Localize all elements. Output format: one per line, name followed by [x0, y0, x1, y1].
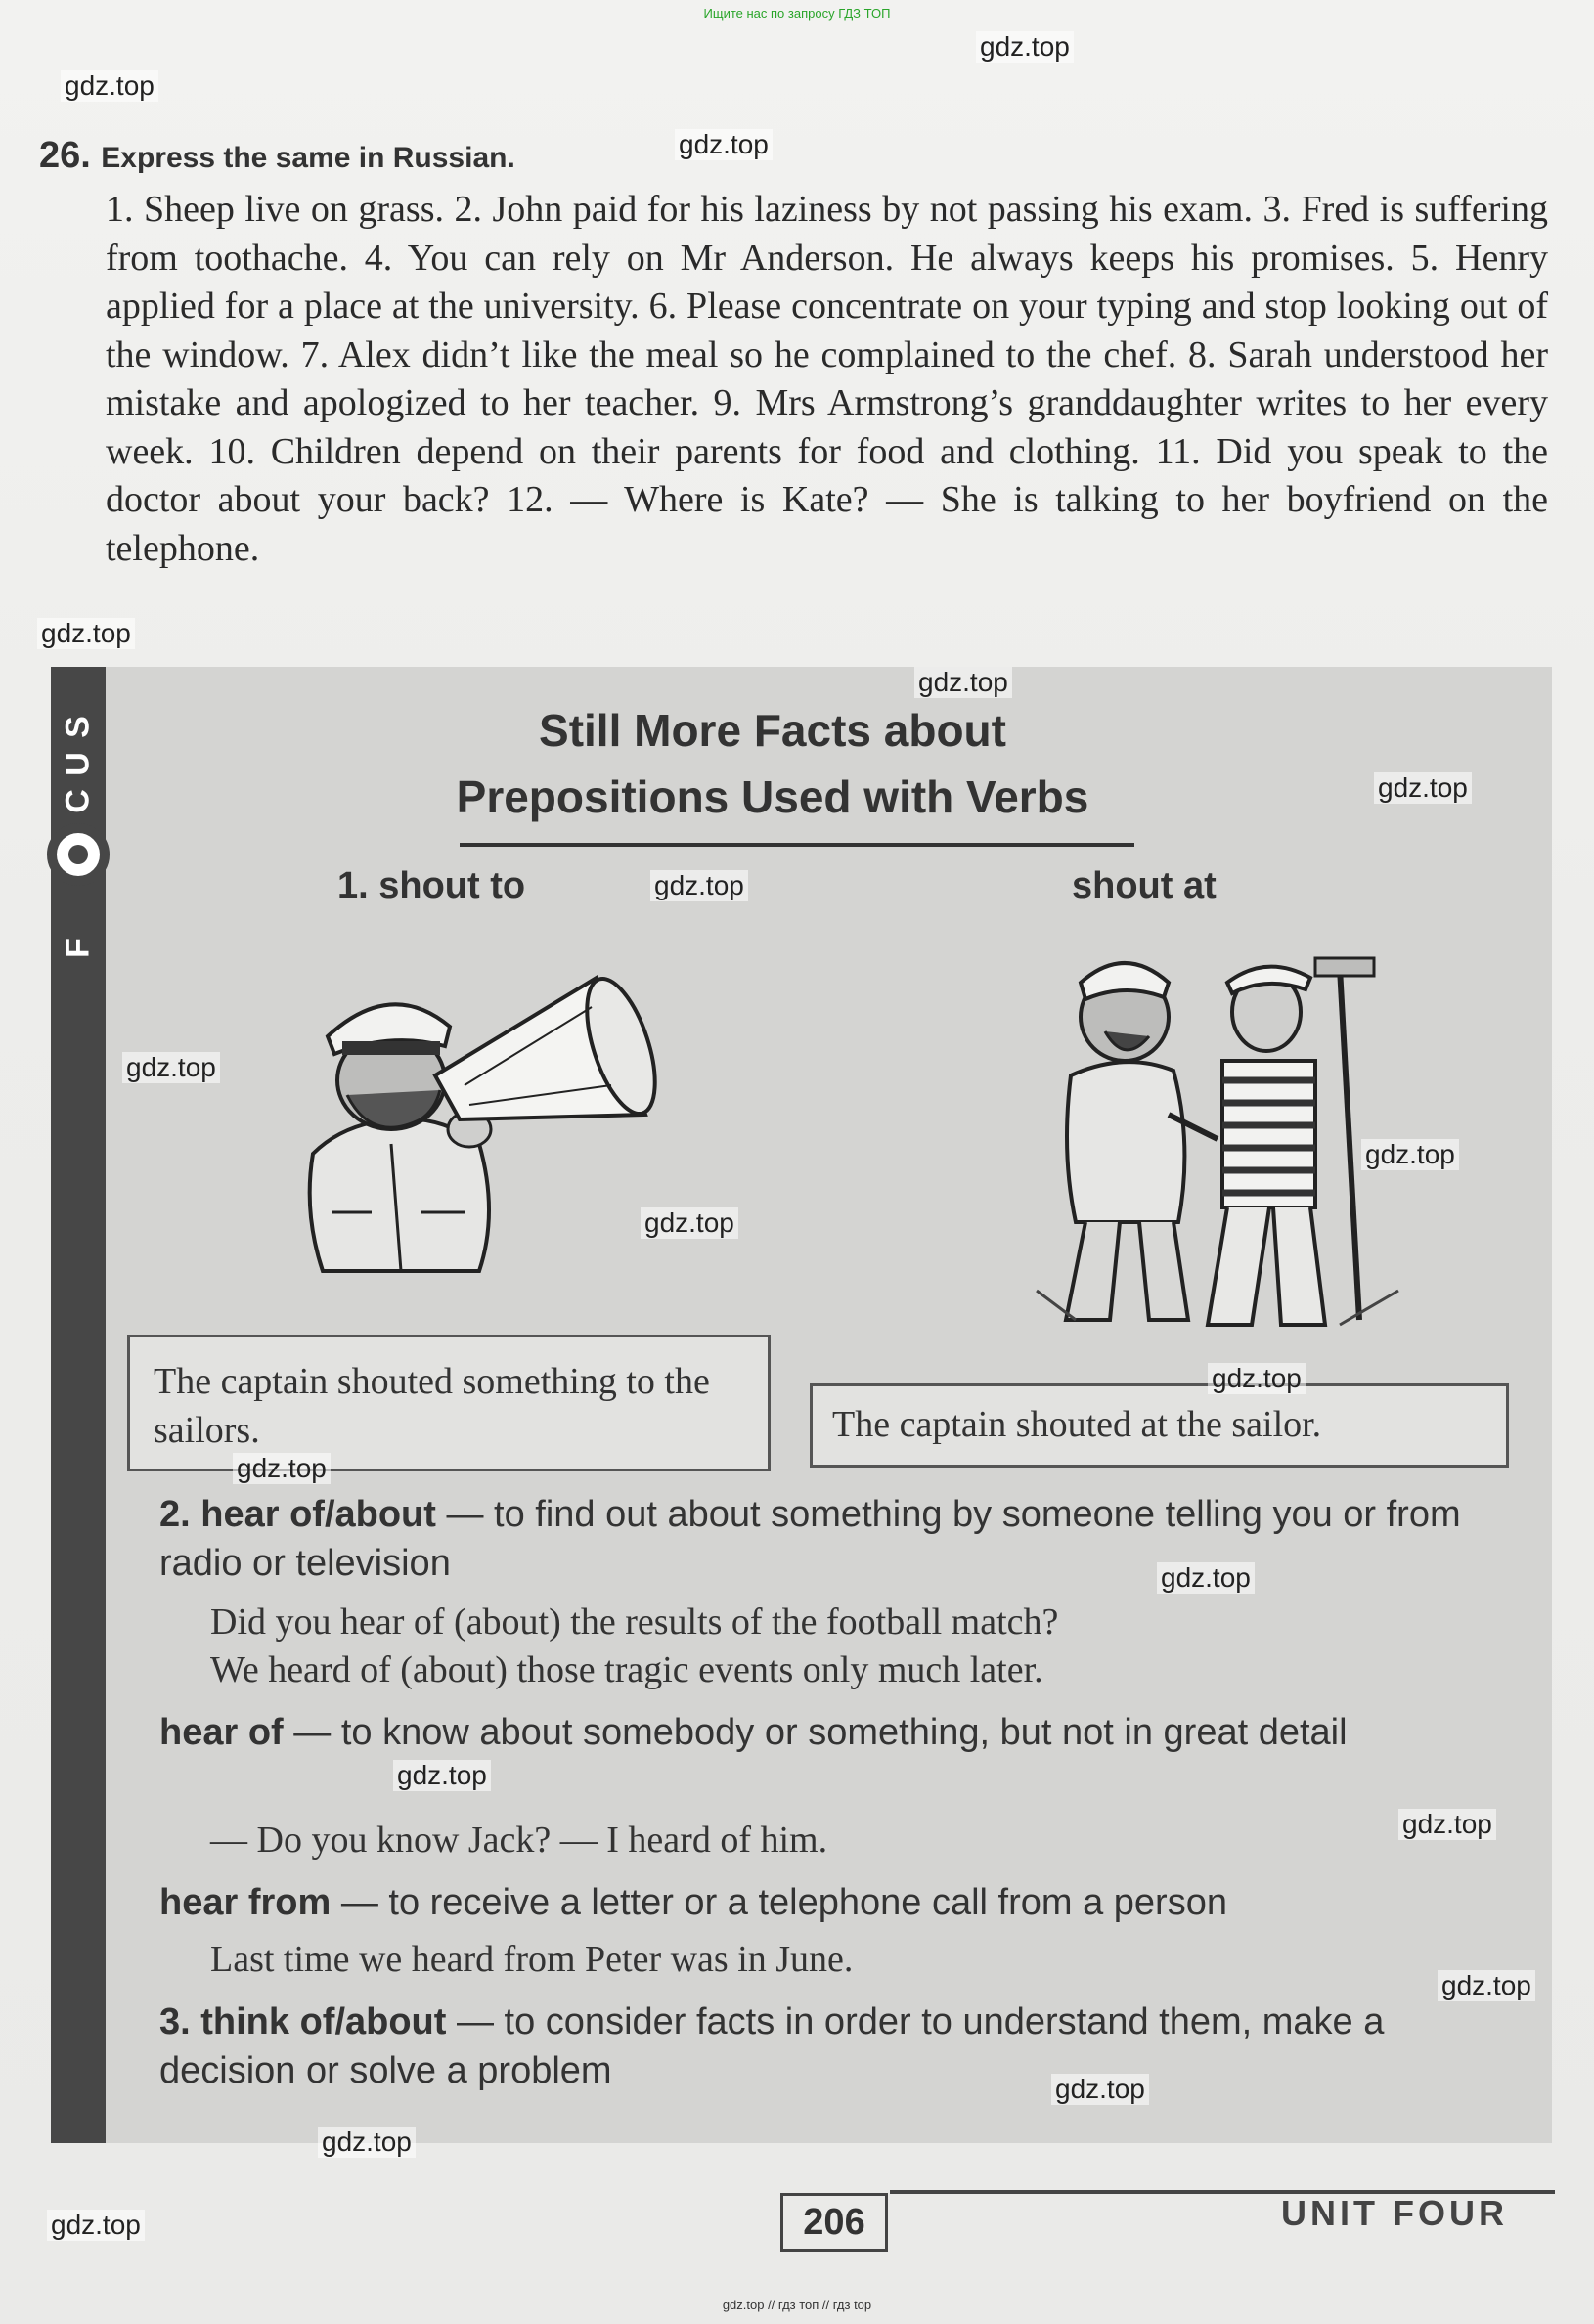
watermark[interactable]: gdz.top	[675, 129, 773, 160]
captain-sailor-illustration	[1017, 929, 1408, 1339]
watermark[interactable]: gdz.top	[1361, 1139, 1459, 1170]
term-hear-from: hear from	[159, 1882, 332, 1923]
focus-title-line1: Still More Facts about	[539, 705, 1006, 756]
watermark[interactable]: gdz.top	[47, 2210, 145, 2241]
caption-shout-to-text: The captain shouted something to the sailors.	[154, 1361, 710, 1451]
exercise-text	[106, 186, 1548, 573]
definition-hear-of: — to know about somebody or something, but not in great detail	[283, 1712, 1348, 1753]
focus-title-line2: Prepositions Used with Verbs	[456, 771, 1089, 822]
section-hear-of	[159, 1708, 1499, 1757]
section-hear-from	[159, 1878, 1499, 1927]
focus-label-u: U	[59, 752, 97, 776]
example-hear-from: Last time we heard from Peter was in June.	[210, 1939, 854, 1980]
definition-think-of-about: — to consider facts in order to understand them, make a decision or solve a problem	[159, 2001, 1385, 2091]
bottom-banner[interactable]: gdz.top // гдз топ // гдз top	[722, 2298, 872, 2312]
top-banner[interactable]: Ищите нас по запросу ГДЗ ТОП	[703, 6, 891, 21]
section-hear-of-about	[159, 1490, 1499, 1588]
example-hear-1: Did you hear of (about) the results of the football match?	[210, 1601, 1059, 1643]
focus-sidebar	[51, 667, 106, 2143]
focus-logo-icon	[47, 823, 110, 886]
caption-shout-at-text: The captain shouted at the sailor.	[832, 1404, 1322, 1445]
watermark[interactable]: gdz.top	[914, 667, 1012, 698]
heading-shout-to: 1. shout to	[337, 865, 526, 906]
watermark[interactable]: gdz.top	[641, 1207, 738, 1239]
definition-hear-of-about: — to find out about something by someone telling you or from radio or television	[159, 1494, 1461, 1584]
section-think-of-about	[159, 1997, 1499, 2095]
term-hear-of: hear of	[159, 1712, 284, 1753]
captain-megaphone-illustration	[274, 919, 685, 1300]
watermark[interactable]: gdz.top	[1208, 1363, 1306, 1394]
example-hear-2: We heard of (about) those tragic events only much later.	[210, 1649, 1043, 1690]
exercise-sentences: 1. Sheep live on grass. 2. John paid for his laziness by not passing his exam. 3. Fred is suffering from toothache. 4. You can rely on Mr Anderson. He always keeps his promises. 5. Henry applied for a place at the university. 6. Please concentrate on your typing and stop looking out of the window. 7. Alex didn’t like the meal so he complained to the chef. 8. Sarah understood her mistake and apologized to her teacher. 9. Mrs Armstrong’s granddaughter writes to her every week. 10. Children depend on their parents for food and clothing. 11. Did you speak to the doctor about your back? 12. — Where is Kate? — She is talking to her boyfriend on the telephone.	[106, 189, 1548, 569]
caption-shout-at	[810, 1383, 1509, 1468]
term-think-of-about: 3. think of/about	[159, 2001, 447, 2042]
exercise-instruction: Express the same in Russian.	[101, 142, 515, 174]
watermark[interactable]: gdz.top	[1374, 772, 1472, 804]
watermark[interactable]: gdz.top	[233, 1453, 331, 1484]
focus-label-s: S	[59, 716, 97, 738]
watermark[interactable]: gdz.top	[976, 31, 1074, 63]
focus-label-f: F	[59, 938, 97, 958]
exercise-heading	[39, 135, 515, 177]
exercise-number: 26.	[39, 135, 91, 176]
heading-shout-at: shout at	[1072, 865, 1217, 906]
page-number: 206	[780, 2193, 888, 2252]
example-hear-of: — Do you know Jack? — I heard of him.	[210, 1820, 828, 1861]
watermark[interactable]: gdz.top	[650, 870, 748, 901]
caption-shout-to	[127, 1335, 771, 1471]
watermark[interactable]: gdz.top	[393, 1760, 491, 1791]
watermark[interactable]: gdz.top	[61, 70, 158, 102]
term-hear-of-about: 2. hear of/about	[159, 1494, 436, 1535]
watermark[interactable]: gdz.top	[122, 1052, 220, 1083]
focus-label-c: C	[59, 789, 97, 813]
watermark[interactable]: gdz.top	[1438, 1970, 1535, 2001]
definition-hear-from: — to receive a letter or a telephone call from a person	[331, 1882, 1227, 1923]
watermark[interactable]: gdz.top	[37, 618, 135, 649]
watermark[interactable]: gdz.top	[1157, 1562, 1255, 1594]
watermark[interactable]: gdz.top	[1051, 2074, 1149, 2105]
watermark[interactable]: gdz.top	[1398, 1809, 1496, 1840]
title-underline	[460, 843, 1134, 847]
unit-label: UNIT FOUR	[1281, 2193, 1508, 2233]
watermark[interactable]: gdz.top	[318, 2127, 416, 2158]
